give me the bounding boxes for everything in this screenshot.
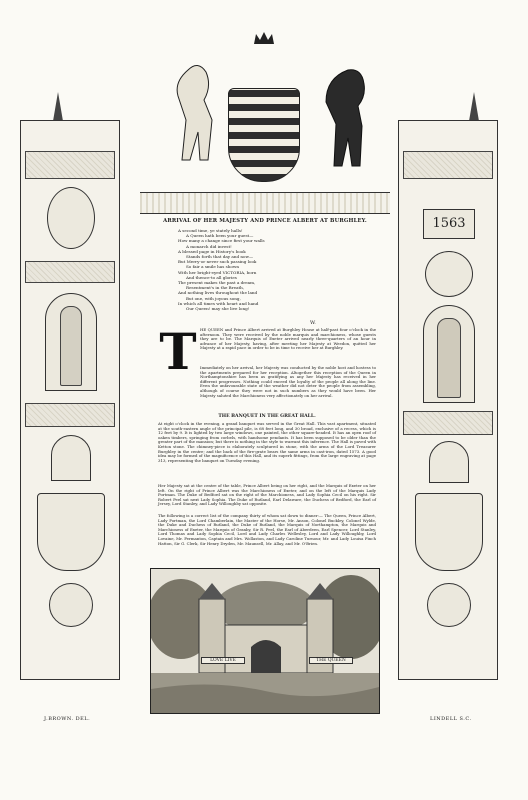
left-pillar: [20, 120, 120, 680]
poem-signature: W.: [310, 320, 316, 326]
right-pillar: [398, 120, 498, 680]
statue-figure-icon: [60, 306, 82, 386]
royal-arms-right: [415, 493, 483, 571]
paragraph-company-list: The following is a correct list of the company thirty of whom sat down to dinner:— The Queen, Prince Albert, Lady Portman, the Lord Chamberlain, the Master of the Horse, Mr. Anson, Colonel Buckley, Colonel Wylde, the Duke and Duchess of Rutland, the Duke of Rutland, the Marquis of Northampton, the Marquis and Marchioness of Exeter, the Marquis of Granby, Sir R. Peel, the Earl of Aberdeen, Earl Spencer, Lord Stanley, Lord Thomas and Lady Sophia Cecil, Lord and Lady Charles Wellesley, Lord and Lady Willoughby, Lord Lovaine, Mr. Fermanton, Captain and Mrs. Wollaston, and Lady Caroline Turnour, Mr. and Lady Louisa Finch Hatton, Sir G. Clerk, Sir Henry Dryden, Mr. Maunsell, Mr. Allay, and Mr. O'Brien.: [158, 513, 376, 546]
statue-figure-icon: [437, 318, 461, 398]
banner-left: LOVE LIVE: [201, 657, 245, 664]
burghley-gate-engraving: [150, 568, 380, 714]
poem-line: But Merry-or never such passing look: [178, 259, 257, 265]
left-statue-niche: [45, 293, 97, 391]
poem-line: How many a change since first your walls: [178, 238, 265, 244]
date-carving: 1563: [423, 209, 475, 239]
left-arch-ornament: [51, 435, 91, 481]
poem-line: A second time, ye stately halls!: [178, 228, 243, 233]
poem-line: In which all times with heart and hand: [178, 300, 259, 306]
queen-portrait-medallion: [47, 187, 95, 249]
poem-line: So fair a smile has shown: [186, 264, 239, 270]
royal-arms-left: [37, 493, 105, 571]
lion-supporter-right-icon: [318, 62, 374, 172]
mask-medallion: [425, 251, 473, 297]
article-title: ARRIVAL OF HER MAJESTY AND PRINCE ALBERT AT BURGHLEY.: [163, 218, 367, 224]
right-arch-ornament: [429, 441, 469, 483]
coat-of-arms-shield: [228, 88, 300, 182]
poem-line: Resentment's in the Breath,: [186, 285, 245, 291]
poem: [178, 228, 338, 311]
artist-credit: J.BROWN. DEL.: [44, 716, 91, 722]
paragraph-seating: Her Majesty sat at the centre of the table, Prince Albert being on her right, and the Marquis of Exeter on her left. On the right of Prince Albert was the Marchioness of Exeter, and on the left of the Marquis Lady Portman. The Duke of Bedford sat on the right of the Marchioness, and Lady Sophia Cecil on his right. Sir Robert Peel sat next Lady Sophia. The Duke of Rutland, Earl Delaware, the Duchess of Bedford, the Earl of Jersey, Lord Stanley, and Lady Willoughby sat opposite.: [158, 483, 376, 507]
lion-supporter-left-icon: [168, 60, 224, 170]
poem-line: A blessed page in History's book: [178, 248, 246, 254]
drop-cap-letter: T: [159, 322, 197, 381]
section-heading-banquet: THE BANQUET IN THE GREAT HALL.: [218, 414, 316, 419]
poem-line: And thence-to all glories: [186, 274, 237, 280]
engraver-credit: LINDELL S.C.: [430, 716, 472, 722]
poem-line: A Queen hath been your guest—: [186, 233, 254, 239]
banner-right: THE QUEEN: [309, 657, 353, 664]
right-statue-niche: [423, 305, 475, 403]
poem-line: A monarch did invest!: [186, 243, 232, 249]
paragraph-reception: Immediately on her arrival, her Majesty was conducted by the noble host and hostess to the apartments prepared for her reception. Altogether this reception of the Queen in Northamptonshire has been as gratifying as any her Majesty has received in her different progresses. Nothing could exceed the loyalty of the people all along the line. Even the unfavourable state of the weather did not deter the people from assembling, although of course they were not in such numbers as they would have been. Her Majesty saluted the Marchioness very affectionately on her arrival.: [200, 365, 376, 398]
poem-line: The present makes the past a dream,: [178, 280, 256, 286]
armillary-sphere-right-icon: [427, 583, 471, 627]
poem-line: But one, with joyous song,: [186, 295, 241, 301]
crown-icon: [252, 30, 276, 46]
poem-line: Stands forth that day and now—: [186, 254, 254, 260]
gatehouse-scene-icon: [151, 569, 379, 713]
paragraph-arrival: HE QUEEN and Prince Albert arrived at Burghley House at half-past four o'clock in the afternoon. They were received by the noble marquis and marchioness, whose guests they are to be. The Marquis of Exeter arrived nearly three-quarters of an hour in advance of her Majesty, having, after meeting her Majesty at Weedon, quitted her Majesty at a rapid pace in order to be in time to receive her at Burghley.: [200, 327, 376, 351]
armillary-sphere-left-icon: [49, 583, 93, 627]
poem-line: And nothing lives throughout the land: [178, 290, 258, 296]
poem-line: With her bright-eyed VICTORIA, born: [178, 269, 257, 275]
decorative-lintel: [140, 192, 390, 214]
poem-line: Our Queen! may she live long!: [186, 306, 250, 312]
paragraph-great-hall: At eight o'clock in the evening, a grand banquet was served in the Great Hall. This vast apartment, situated at the south-eastern angle of the principal pile, is 68 feet long, and 30 broad, exclusive of a recess, which is 12 feet by 9. It is lighted by two large windows, one painted, the other square-headed. It has an open roof of oaken timbers, springing from corbels, with handsome pendants. It has been supposed to be older than the greater part of the mansion; but there is nothing in the style to warrant this inference. The Hall is paved with Ketton stone. The chimney-piece is elaborately sculptured in stone, with the arms of the Lord Treasurer Burghley in the centre; and the back of the fire-grate bears the same arms in cast-iron, dated 1573. A good idea may be formed of the magnificence of this Hall, and its superb fittings, from the large engraving at page 313, representing the banquet on Tuesday evening.: [158, 421, 376, 463]
